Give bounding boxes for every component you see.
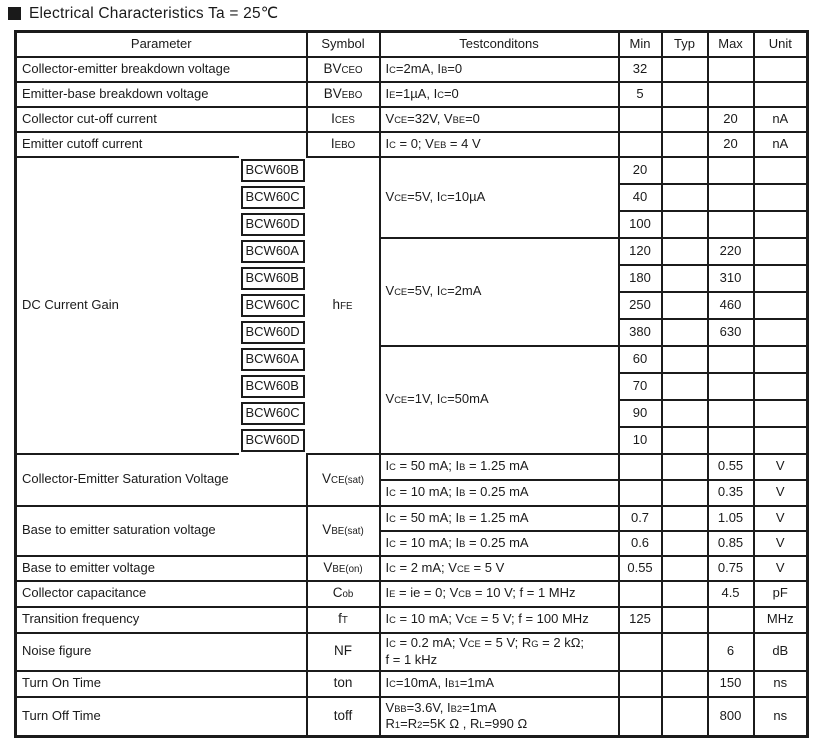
max-cell xyxy=(708,184,754,211)
min-cell xyxy=(619,132,662,157)
min-cell xyxy=(619,454,662,480)
parameter-cell: Emitter cutoff current xyxy=(16,132,307,157)
section-bullet-icon xyxy=(8,7,21,20)
table-header-row xyxy=(16,32,808,57)
table-row xyxy=(16,697,808,737)
table-row xyxy=(16,132,808,157)
model-cell xyxy=(239,184,307,211)
conditions-cell: IC = 0; VEB = 4 V xyxy=(380,132,619,157)
max-cell: 20 xyxy=(708,132,754,157)
conditions-cell: VCE=5V, IC=10µA xyxy=(380,157,619,238)
symbol-cell: ton xyxy=(307,671,380,697)
symbol-cell: Cob xyxy=(307,581,380,607)
min-cell: 70 xyxy=(619,373,662,400)
header-unit: Unit xyxy=(754,32,808,57)
min-cell: 32 xyxy=(619,57,662,82)
symbol-cell: BVCEO xyxy=(307,57,380,82)
typ-cell xyxy=(662,184,708,211)
max-cell: 0.35 xyxy=(708,480,754,506)
unit-cell xyxy=(754,400,808,427)
min-cell xyxy=(619,107,662,132)
table-row xyxy=(16,633,808,671)
header-conditions: Testconditons xyxy=(380,32,619,57)
model-cell xyxy=(239,319,307,346)
max-cell: 0.55 xyxy=(708,454,754,480)
max-cell: 6 xyxy=(708,633,754,671)
table-row xyxy=(16,607,808,633)
header-symbol: Symbol xyxy=(307,32,380,57)
symbol-cell: VBE(on) xyxy=(307,556,380,581)
unit-cell: V xyxy=(754,556,808,581)
min-cell: 0.7 xyxy=(619,506,662,531)
parameter-cell: Turn On Time xyxy=(16,671,307,697)
typ-cell xyxy=(662,82,708,107)
min-cell xyxy=(619,671,662,697)
conditions-cell: IC = 10 mA; IB = 0.25 mA xyxy=(380,480,619,506)
unit-cell: ns xyxy=(754,671,808,697)
model-label: BCW60C xyxy=(241,402,305,425)
model-label: BCW60C xyxy=(241,186,305,209)
conditions-cell: VCE=5V, IC=2mA xyxy=(380,238,619,346)
unit-cell xyxy=(754,319,808,346)
model-cell xyxy=(239,211,307,238)
typ-cell xyxy=(662,57,708,82)
table-row xyxy=(16,581,808,607)
parameter-cell: Collector cut-off current xyxy=(16,107,307,132)
max-cell: 1.05 xyxy=(708,506,754,531)
header-max: Max xyxy=(708,32,754,57)
symbol-cell: NF xyxy=(307,633,380,671)
max-cell: 800 xyxy=(708,697,754,737)
unit-cell: nA xyxy=(754,107,808,132)
min-cell: 0.55 xyxy=(619,556,662,581)
min-cell: 20 xyxy=(619,157,662,184)
model-cell xyxy=(239,427,307,454)
min-cell: 180 xyxy=(619,265,662,292)
model-cell xyxy=(239,292,307,319)
max-cell xyxy=(708,57,754,82)
model-cell xyxy=(239,400,307,427)
min-cell: 250 xyxy=(619,292,662,319)
unit-cell xyxy=(754,346,808,373)
typ-cell xyxy=(662,107,708,132)
max-cell xyxy=(708,82,754,107)
table-row xyxy=(16,454,808,480)
parameter-cell: Collector capacitance xyxy=(16,581,307,607)
model-label: BCW60D xyxy=(241,429,305,452)
typ-cell xyxy=(662,292,708,319)
section-title xyxy=(8,4,278,23)
model-label: BCW60B xyxy=(241,159,305,182)
section-title-text: Electrical Characteristics Ta = 25℃ xyxy=(29,5,279,22)
conditions-cell: IC=10mA, IB1=1mA xyxy=(380,671,619,697)
model-label: BCW60C xyxy=(241,294,305,317)
min-cell: 10 xyxy=(619,427,662,454)
min-cell xyxy=(619,581,662,607)
max-cell xyxy=(708,400,754,427)
typ-cell xyxy=(662,454,708,480)
parameter-cell: Collector-Emitter Saturation Voltage xyxy=(16,454,307,506)
min-cell xyxy=(619,480,662,506)
max-cell xyxy=(708,211,754,238)
typ-cell xyxy=(662,671,708,697)
conditions-cell: IC = 2 mA; VCE = 5 V xyxy=(380,556,619,581)
table-row xyxy=(16,157,808,184)
header-parameter: Parameter xyxy=(16,32,307,57)
min-cell: 120 xyxy=(619,238,662,265)
symbol-cell: toff xyxy=(307,697,380,737)
parameter-cell: Transition frequency xyxy=(16,607,307,633)
electrical-characteristics-table xyxy=(14,30,809,738)
max-cell xyxy=(708,346,754,373)
conditions-cell: IC = 10 mA; VCE = 5 V; f = 100 MHz xyxy=(380,607,619,633)
model-cell xyxy=(239,238,307,265)
model-cell xyxy=(239,157,307,184)
conditions-cell: IC = 10 mA; IB = 0.25 mA xyxy=(380,531,619,556)
header-min: Min xyxy=(619,32,662,57)
symbol-cell: BVEBO xyxy=(307,82,380,107)
unit-cell: MHz xyxy=(754,607,808,633)
table-row xyxy=(16,556,808,581)
header-typ: Typ xyxy=(662,32,708,57)
typ-cell xyxy=(662,157,708,184)
max-cell: 460 xyxy=(708,292,754,319)
max-cell xyxy=(708,373,754,400)
max-cell xyxy=(708,157,754,184)
model-cell xyxy=(239,373,307,400)
unit-cell: V xyxy=(754,531,808,556)
model-label: BCW60B xyxy=(241,267,305,290)
parameter-cell: Collector-emitter breakdown voltage xyxy=(16,57,307,82)
table-row xyxy=(16,506,808,531)
table-row xyxy=(16,57,808,82)
min-cell: 90 xyxy=(619,400,662,427)
unit-cell: nA xyxy=(754,132,808,157)
unit-cell: V xyxy=(754,454,808,480)
unit-cell xyxy=(754,238,808,265)
typ-cell xyxy=(662,607,708,633)
unit-cell xyxy=(754,211,808,238)
typ-cell xyxy=(662,373,708,400)
typ-cell xyxy=(662,238,708,265)
model-label: BCW60A xyxy=(241,240,305,263)
parameter-cell: Emitter-base breakdown voltage xyxy=(16,82,307,107)
typ-cell xyxy=(662,556,708,581)
model-cell xyxy=(239,265,307,292)
unit-cell xyxy=(754,373,808,400)
conditions-cell: IC=2mA, IB=0 xyxy=(380,57,619,82)
conditions-cell: IE=1µA, IC=0 xyxy=(380,82,619,107)
typ-cell xyxy=(662,506,708,531)
unit-cell xyxy=(754,82,808,107)
model-label: BCW60D xyxy=(241,321,305,344)
max-cell: 150 xyxy=(708,671,754,697)
unit-cell: pF xyxy=(754,581,808,607)
table-row xyxy=(16,82,808,107)
symbol-cell: VBE(sat) xyxy=(307,506,380,556)
min-cell xyxy=(619,633,662,671)
max-cell: 220 xyxy=(708,238,754,265)
min-cell: 380 xyxy=(619,319,662,346)
max-cell: 0.75 xyxy=(708,556,754,581)
symbol-cell: IEBO xyxy=(307,132,380,157)
table-row xyxy=(16,671,808,697)
unit-cell: V xyxy=(754,480,808,506)
table-row xyxy=(16,107,808,132)
min-cell xyxy=(619,697,662,737)
parameter-cell: Base to emitter voltage xyxy=(16,556,307,581)
typ-cell xyxy=(662,211,708,238)
typ-cell xyxy=(662,633,708,671)
unit-cell: dB xyxy=(754,633,808,671)
max-cell: 630 xyxy=(708,319,754,346)
typ-cell xyxy=(662,132,708,157)
conditions-cell: IE = ie = 0; VCB = 10 V; f = 1 MHz xyxy=(380,581,619,607)
unit-cell xyxy=(754,57,808,82)
typ-cell xyxy=(662,265,708,292)
unit-cell xyxy=(754,427,808,454)
unit-cell: ns xyxy=(754,697,808,737)
model-cell xyxy=(239,346,307,373)
conditions-cell: IC = 0.2 mA; VCE = 5 V; RG = 2 kΩ; f = 1 kHz xyxy=(380,633,619,671)
conditions-cell: VBB=3.6V, IB2=1mA R1=R2=5K Ω , RL=990 Ω xyxy=(380,697,619,737)
typ-cell xyxy=(662,697,708,737)
parameter-cell: Base to emitter saturation voltage xyxy=(16,506,307,556)
max-cell: 0.85 xyxy=(708,531,754,556)
max-cell xyxy=(708,427,754,454)
parameter-cell: DC Current Gain xyxy=(16,157,239,454)
symbol-cell: VCE(sat) xyxy=(307,454,380,506)
max-cell: 20 xyxy=(708,107,754,132)
max-cell xyxy=(708,607,754,633)
conditions-cell: VCE=1V, IC=50mA xyxy=(380,346,619,454)
parameter-cell: Noise figure xyxy=(16,633,307,671)
min-cell: 125 xyxy=(619,607,662,633)
unit-cell xyxy=(754,292,808,319)
conditions-cell: IC = 50 mA; IB = 1.25 mA xyxy=(380,506,619,531)
min-cell: 0.6 xyxy=(619,531,662,556)
symbol-cell: hFE xyxy=(307,157,380,454)
unit-cell: V xyxy=(754,506,808,531)
typ-cell xyxy=(662,427,708,454)
conditions-cell: VCE=32V, VBE=0 xyxy=(380,107,619,132)
min-cell: 40 xyxy=(619,184,662,211)
min-cell: 100 xyxy=(619,211,662,238)
typ-cell xyxy=(662,346,708,373)
min-cell: 5 xyxy=(619,82,662,107)
typ-cell xyxy=(662,319,708,346)
unit-cell xyxy=(754,184,808,211)
model-label: BCW60D xyxy=(241,213,305,236)
unit-cell xyxy=(754,265,808,292)
symbol-cell: ICES xyxy=(307,107,380,132)
typ-cell xyxy=(662,531,708,556)
typ-cell xyxy=(662,480,708,506)
min-cell: 60 xyxy=(619,346,662,373)
symbol-cell: fT xyxy=(307,607,380,633)
unit-cell xyxy=(754,157,808,184)
typ-cell xyxy=(662,581,708,607)
max-cell: 4.5 xyxy=(708,581,754,607)
parameter-cell: Turn Off Time xyxy=(16,697,307,737)
model-label: BCW60B xyxy=(241,375,305,398)
typ-cell xyxy=(662,400,708,427)
model-label: BCW60A xyxy=(241,348,305,371)
max-cell: 310 xyxy=(708,265,754,292)
conditions-cell: IC = 50 mA; IB = 1.25 mA xyxy=(380,454,619,480)
